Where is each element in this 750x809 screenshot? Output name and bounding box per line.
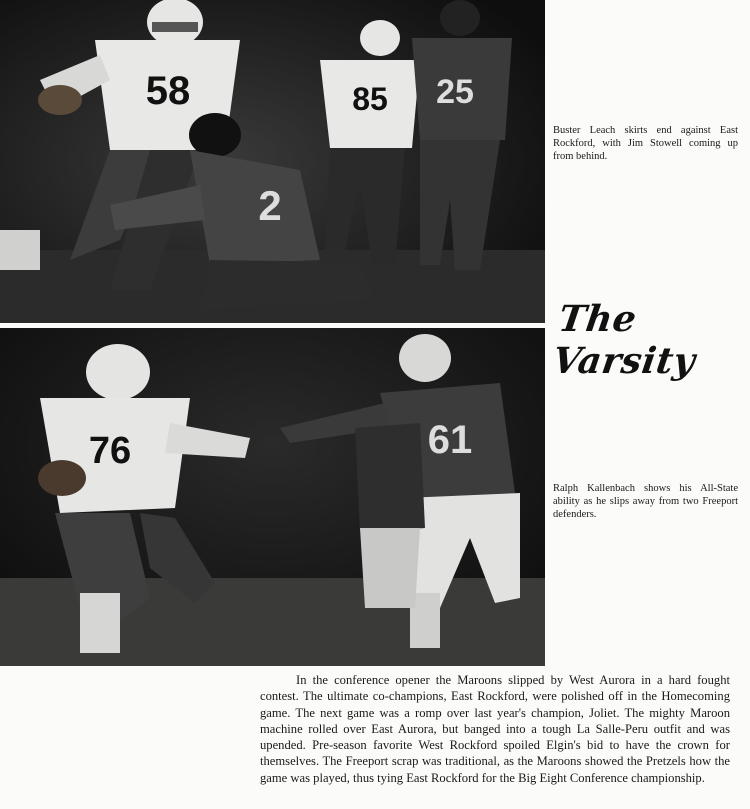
page-title: The Varsity — [550, 298, 698, 382]
jersey-number: 25 — [436, 73, 474, 111]
photo-bottom — [0, 328, 545, 666]
caption-top-photo: Buster Leach skirts end against East Rockford, with Jim Stowell coming up from behind. — [553, 125, 738, 162]
article-body: In the conference opener the Maroons slipped by West Aurora in a hard fought contest. The ultimate co-champions, East Rockford, were polished off in the Homecoming game. The next game was a romp over last year's champion, Joliet. The mighty Maroon machine rolled over East Aurora, but banged into a tough La Salle-Peru outfit and was upended. Pre-season favorite West Rockford spoiled Elgin's bid to have the crown for themselves. The Freeport scrap was traditional, as the Maroons showed the Pretzels how the game was played, thus tying East Rockford for the Big Eight Conference championship. — [260, 673, 730, 785]
jersey-number: 2 — [258, 182, 282, 229]
caption-bottom-photo: Ralph Kallenbach shows his All-State ability as he slips away from two Freeport defenders. — [553, 483, 738, 520]
jersey-number: 85 — [352, 81, 388, 117]
jersey-number: 61 — [427, 418, 473, 462]
photo-top — [0, 0, 545, 323]
jersey-number: 76 — [88, 430, 132, 472]
jersey-number: 58 — [145, 69, 191, 113]
